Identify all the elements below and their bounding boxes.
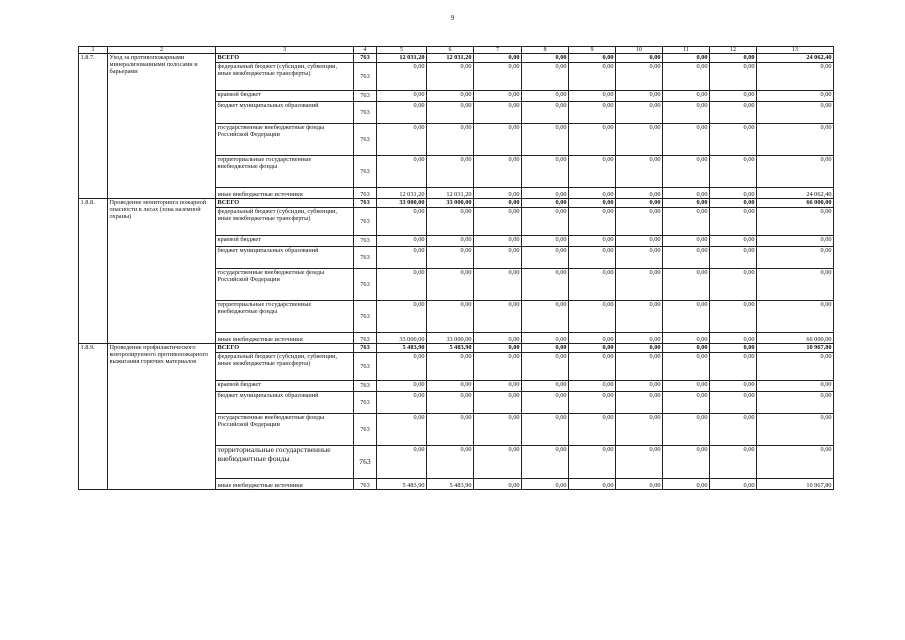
value-cell: 0,00 — [616, 54, 663, 63]
value-cell: 0,00 — [474, 199, 522, 208]
value-cell: 0,00 — [522, 381, 569, 392]
col-header: 11 — [663, 47, 710, 54]
code-cell: 763 — [354, 63, 377, 91]
value-cell: 0,00 — [474, 446, 522, 479]
item-number: 1.8.7. — [79, 54, 108, 199]
value-cell: 0,00 — [522, 54, 569, 63]
value-cell: 0,00 — [616, 414, 663, 446]
value-cell: 0,00 — [522, 344, 569, 353]
value-cell: 0,00 — [757, 269, 834, 301]
code-cell: 763 — [354, 392, 377, 414]
value-cell: 0,00 — [474, 392, 522, 414]
value-cell: 0,00 — [569, 392, 616, 414]
value-cell: 0,00 — [663, 392, 710, 414]
value-cell: 0,00 — [427, 353, 474, 381]
value-cell: 0,00 — [377, 63, 427, 91]
value-cell: 0,00 — [522, 188, 569, 199]
code-cell: 763 — [354, 344, 377, 353]
value-cell: 0,00 — [377, 124, 427, 156]
value-cell: 0,00 — [663, 344, 710, 353]
value-cell: 0,00 — [710, 269, 757, 301]
value-cell: 0,00 — [757, 414, 834, 446]
value-cell: 0,00 — [663, 188, 710, 199]
funding-source-label: иные внебюджетные источники — [216, 333, 354, 344]
value-cell: 0,00 — [616, 344, 663, 353]
value-cell: 0,00 — [522, 333, 569, 344]
value-cell: 0,00 — [569, 333, 616, 344]
value-cell: 0,00 — [427, 156, 474, 188]
funding-source-label: федеральный бюджет (субсидии, субвенции, иные межбюджетные трансферты) — [216, 208, 354, 236]
value-cell: 0,00 — [377, 269, 427, 301]
value-cell: 0,00 — [616, 381, 663, 392]
value-cell: 12 031,20 — [377, 188, 427, 199]
total-row — [79, 344, 834, 353]
value-cell: 0,00 — [616, 102, 663, 124]
col-header: 5 — [377, 47, 427, 54]
value-cell: 0,00 — [710, 63, 757, 91]
value-cell: 0,00 — [757, 156, 834, 188]
value-cell: 0,00 — [569, 188, 616, 199]
code-cell: 763 — [354, 381, 377, 392]
col-header: 3 — [216, 47, 354, 54]
value-cell: 0,00 — [710, 199, 757, 208]
value-cell: 24 062,40 — [757, 54, 834, 63]
value-cell: 0,00 — [663, 301, 710, 333]
value-cell: 0,00 — [377, 446, 427, 479]
value-cell: 0,00 — [522, 156, 569, 188]
value-cell: 0,00 — [757, 63, 834, 91]
code-cell: 763 — [354, 199, 377, 208]
value-cell: 0,00 — [616, 236, 663, 247]
value-cell: 0,00 — [377, 392, 427, 414]
value-cell: 0,00 — [710, 102, 757, 124]
col-header: 4 — [354, 47, 377, 54]
value-cell: 0,00 — [474, 54, 522, 63]
value-cell: 10 967,80 — [757, 479, 834, 490]
value-cell: 0,00 — [427, 392, 474, 414]
value-cell: 0,00 — [427, 269, 474, 301]
code-cell: 763 — [354, 208, 377, 236]
value-cell: 0,00 — [569, 247, 616, 269]
value-cell: 33 000,00 — [377, 333, 427, 344]
value-cell: 0,00 — [710, 156, 757, 188]
value-cell: 5 483,90 — [427, 344, 474, 353]
value-cell: 0,00 — [427, 91, 474, 102]
value-cell: 0,00 — [427, 381, 474, 392]
value-cell: 0,00 — [710, 392, 757, 414]
value-cell: 0,00 — [569, 414, 616, 446]
code-cell: 763 — [354, 333, 377, 344]
value-cell: 0,00 — [710, 301, 757, 333]
table-body — [79, 47, 834, 490]
value-cell: 0,00 — [663, 199, 710, 208]
value-cell: 24 062,40 — [757, 188, 834, 199]
value-cell: 0,00 — [474, 247, 522, 269]
value-cell: 0,00 — [616, 156, 663, 188]
value-cell: 0,00 — [757, 353, 834, 381]
funding-source-label: бюджет муниципальных образований — [216, 392, 354, 414]
value-cell: 0,00 — [757, 392, 834, 414]
value-cell: 0,00 — [757, 102, 834, 124]
funding-source-label: краевой бюджет — [216, 236, 354, 247]
item-name: Проведение профилактического контролируемого противопожарного выжигания горючих материалов — [108, 344, 216, 490]
value-cell: 0,00 — [710, 247, 757, 269]
value-cell: 0,00 — [663, 446, 710, 479]
code-cell: 763 — [354, 91, 377, 102]
value-cell: 0,00 — [663, 353, 710, 381]
col-header: 13 — [757, 47, 834, 54]
value-cell: 0,00 — [757, 236, 834, 247]
value-cell: 0,00 — [757, 247, 834, 269]
value-cell: 0,00 — [710, 208, 757, 236]
value-cell: 0,00 — [569, 63, 616, 91]
value-cell: 0,00 — [569, 91, 616, 102]
value-cell: 0,00 — [616, 188, 663, 199]
col-header: 8 — [522, 47, 569, 54]
value-cell: 0,00 — [522, 446, 569, 479]
value-cell: 0,00 — [663, 236, 710, 247]
value-cell: 0,00 — [757, 208, 834, 236]
col-header: 7 — [474, 47, 522, 54]
value-cell: 0,00 — [474, 353, 522, 381]
value-cell: 0,00 — [377, 91, 427, 102]
value-cell: 0,00 — [474, 301, 522, 333]
value-cell: 0,00 — [710, 91, 757, 102]
item-number: 1.8.9. — [79, 344, 108, 490]
funding-source-label: государственные внебюджетные фонды Российской Федерации — [216, 269, 354, 301]
value-cell: 10 967,80 — [757, 344, 834, 353]
funding-source-label: краевой бюджет — [216, 91, 354, 102]
budget-table — [78, 46, 834, 490]
code-cell: 763 — [354, 188, 377, 199]
value-cell: 0,00 — [710, 188, 757, 199]
value-cell: 0,00 — [663, 414, 710, 446]
value-cell: 0,00 — [522, 479, 569, 490]
value-cell: 0,00 — [663, 102, 710, 124]
value-cell: 0,00 — [710, 381, 757, 392]
value-cell: 66 000,00 — [757, 199, 834, 208]
value-cell: 0,00 — [569, 381, 616, 392]
value-cell: 0,00 — [616, 301, 663, 333]
value-cell: 0,00 — [427, 247, 474, 269]
value-cell: 0,00 — [522, 414, 569, 446]
value-cell: 0,00 — [474, 381, 522, 392]
value-cell: 0,00 — [663, 381, 710, 392]
code-cell: 763 — [354, 124, 377, 156]
value-cell: 0,00 — [710, 479, 757, 490]
value-cell: 0,00 — [663, 269, 710, 301]
value-cell: 0,00 — [757, 446, 834, 479]
value-cell: 0,00 — [377, 236, 427, 247]
funding-source-label: иные внебюджетные источники — [216, 188, 354, 199]
value-cell: 0,00 — [474, 208, 522, 236]
value-cell: 0,00 — [757, 381, 834, 392]
value-cell: 0,00 — [522, 236, 569, 247]
value-cell: 0,00 — [427, 124, 474, 156]
value-cell: 0,00 — [616, 208, 663, 236]
value-cell: 0,00 — [522, 247, 569, 269]
col-header: 6 — [427, 47, 474, 54]
value-cell: 0,00 — [522, 208, 569, 236]
funding-source-label: краевой бюджет — [216, 381, 354, 392]
value-cell: 0,00 — [474, 124, 522, 156]
total-row — [79, 54, 834, 63]
funding-source-label: федеральный бюджет (субсидии, субвенции, иные межбюджетные трансферты) — [216, 353, 354, 381]
value-cell: 0,00 — [474, 156, 522, 188]
funding-source-label: ВСЕГО — [216, 344, 354, 353]
page-number: 9 — [450, 14, 455, 22]
value-cell: 0,00 — [616, 247, 663, 269]
value-cell: 0,00 — [427, 208, 474, 236]
value-cell: 0,00 — [569, 156, 616, 188]
value-cell: 0,00 — [569, 124, 616, 156]
value-cell: 0,00 — [569, 301, 616, 333]
value-cell: 0,00 — [569, 199, 616, 208]
value-cell: 0,00 — [663, 156, 710, 188]
funding-source-label: государственные внебюджетные фонды Российской Федерации — [216, 124, 354, 156]
value-cell: 5 483,90 — [427, 479, 474, 490]
value-cell: 0,00 — [663, 91, 710, 102]
value-cell: 0,00 — [427, 63, 474, 91]
value-cell: 0,00 — [569, 269, 616, 301]
value-cell: 0,00 — [757, 91, 834, 102]
value-cell: 0,00 — [474, 344, 522, 353]
value-cell: 0,00 — [427, 414, 474, 446]
value-cell: 0,00 — [569, 344, 616, 353]
value-cell: 5 483,90 — [377, 479, 427, 490]
value-cell: 0,00 — [569, 54, 616, 63]
total-row — [79, 199, 834, 208]
value-cell: 0,00 — [616, 63, 663, 91]
value-cell: 0,00 — [616, 269, 663, 301]
col-header: 2 — [108, 47, 216, 54]
value-cell: 33 000,00 — [377, 199, 427, 208]
value-cell: 0,00 — [710, 236, 757, 247]
code-cell: 763 — [354, 247, 377, 269]
value-cell: 0,00 — [616, 446, 663, 479]
funding-source-label: иные внебюджетные источники — [216, 479, 354, 490]
value-cell: 0,00 — [663, 479, 710, 490]
col-header: 12 — [710, 47, 757, 54]
value-cell: 0,00 — [522, 124, 569, 156]
value-cell: 0,00 — [474, 102, 522, 124]
funding-source-label: ВСЕГО — [216, 54, 354, 63]
value-cell: 0,00 — [474, 479, 522, 490]
value-cell: 0,00 — [710, 54, 757, 63]
value-cell: 0,00 — [616, 124, 663, 156]
value-cell: 0,00 — [522, 199, 569, 208]
item-name: Уход за противопожарными минерализованными полосами и барьерами — [108, 54, 216, 199]
value-cell: 0,00 — [710, 353, 757, 381]
value-cell: 12 031,20 — [377, 54, 427, 63]
funding-source-label: государственные внебюджетные фонды Российской Федерации — [216, 414, 354, 446]
value-cell: 0,00 — [569, 102, 616, 124]
value-cell: 0,00 — [710, 333, 757, 344]
value-cell: 66 000,00 — [757, 333, 834, 344]
value-cell: 12 031,20 — [427, 188, 474, 199]
value-cell: 0,00 — [616, 91, 663, 102]
value-cell: 0,00 — [616, 333, 663, 344]
value-cell: 0,00 — [474, 63, 522, 91]
value-cell: 0,00 — [474, 91, 522, 102]
funding-source-label: ВСЕГО — [216, 199, 354, 208]
value-cell: 0,00 — [377, 247, 427, 269]
col-header: 10 — [616, 47, 663, 54]
value-cell: 0,00 — [474, 188, 522, 199]
value-cell: 0,00 — [569, 353, 616, 381]
header-row — [79, 47, 834, 54]
code-cell: 763 — [354, 446, 377, 479]
funding-source-label: территориальные государственные внебюджетные фонды — [216, 156, 354, 188]
value-cell: 0,00 — [757, 124, 834, 156]
col-header: 9 — [569, 47, 616, 54]
item-name: Проведение мониторинга пожарной опасности в лесах (зона наземной охраны) — [108, 199, 216, 344]
value-cell: 0,00 — [616, 392, 663, 414]
value-cell: 0,00 — [663, 63, 710, 91]
value-cell: 0,00 — [377, 208, 427, 236]
value-cell: 0,00 — [522, 392, 569, 414]
col-header: 1 — [79, 47, 108, 54]
value-cell: 0,00 — [663, 208, 710, 236]
value-cell: 0,00 — [616, 479, 663, 490]
value-cell: 0,00 — [427, 102, 474, 124]
funding-source-label: бюджет муниципальных образований — [216, 247, 354, 269]
code-cell: 763 — [354, 414, 377, 446]
value-cell: 0,00 — [663, 124, 710, 156]
code-cell: 763 — [354, 479, 377, 490]
value-cell: 12 031,20 — [427, 54, 474, 63]
value-cell: 0,00 — [377, 156, 427, 188]
code-cell: 763 — [354, 156, 377, 188]
funding-source-label: бюджет муниципальных образований — [216, 102, 354, 124]
value-cell: 0,00 — [522, 102, 569, 124]
value-cell: 0,00 — [569, 208, 616, 236]
value-cell: 0,00 — [474, 414, 522, 446]
funding-source-label: территориальные государственные внебюджетные фонды — [216, 446, 354, 479]
value-cell: 0,00 — [663, 54, 710, 63]
value-cell: 0,00 — [377, 414, 427, 446]
value-cell: 33 000,00 — [427, 199, 474, 208]
value-cell: 0,00 — [710, 446, 757, 479]
value-cell: 0,00 — [663, 247, 710, 269]
value-cell: 0,00 — [474, 333, 522, 344]
value-cell: 33 000,00 — [427, 333, 474, 344]
value-cell: 0,00 — [522, 269, 569, 301]
code-cell: 763 — [354, 54, 377, 63]
value-cell: 0,00 — [710, 124, 757, 156]
value-cell: 0,00 — [474, 269, 522, 301]
value-cell: 0,00 — [377, 102, 427, 124]
code-cell: 763 — [354, 236, 377, 247]
value-cell: 5 483,90 — [377, 344, 427, 353]
value-cell: 0,00 — [569, 236, 616, 247]
funding-source-label: территориальные государственные внебюджетные фонды — [216, 301, 354, 333]
code-cell: 763 — [354, 102, 377, 124]
value-cell: 0,00 — [522, 301, 569, 333]
value-cell: 0,00 — [616, 353, 663, 381]
code-cell: 763 — [354, 353, 377, 381]
value-cell: 0,00 — [377, 353, 427, 381]
value-cell: 0,00 — [569, 446, 616, 479]
value-cell: 0,00 — [377, 301, 427, 333]
value-cell: 0,00 — [616, 199, 663, 208]
value-cell: 0,00 — [710, 344, 757, 353]
value-cell: 0,00 — [427, 446, 474, 479]
value-cell: 0,00 — [522, 91, 569, 102]
funding-source-label: федеральный бюджет (субсидии, субвенции, иные межбюджетные трансферты) — [216, 63, 354, 91]
value-cell: 0,00 — [377, 381, 427, 392]
value-cell: 0,00 — [427, 301, 474, 333]
code-cell: 763 — [354, 301, 377, 333]
value-cell: 0,00 — [757, 301, 834, 333]
value-cell: 0,00 — [522, 353, 569, 381]
item-number: 1.8.8. — [79, 199, 108, 344]
value-cell: 0,00 — [522, 63, 569, 91]
value-cell: 0,00 — [427, 236, 474, 247]
code-cell: 763 — [354, 269, 377, 301]
value-cell: 0,00 — [710, 414, 757, 446]
value-cell: 0,00 — [474, 236, 522, 247]
value-cell: 0,00 — [663, 333, 710, 344]
value-cell: 0,00 — [569, 479, 616, 490]
